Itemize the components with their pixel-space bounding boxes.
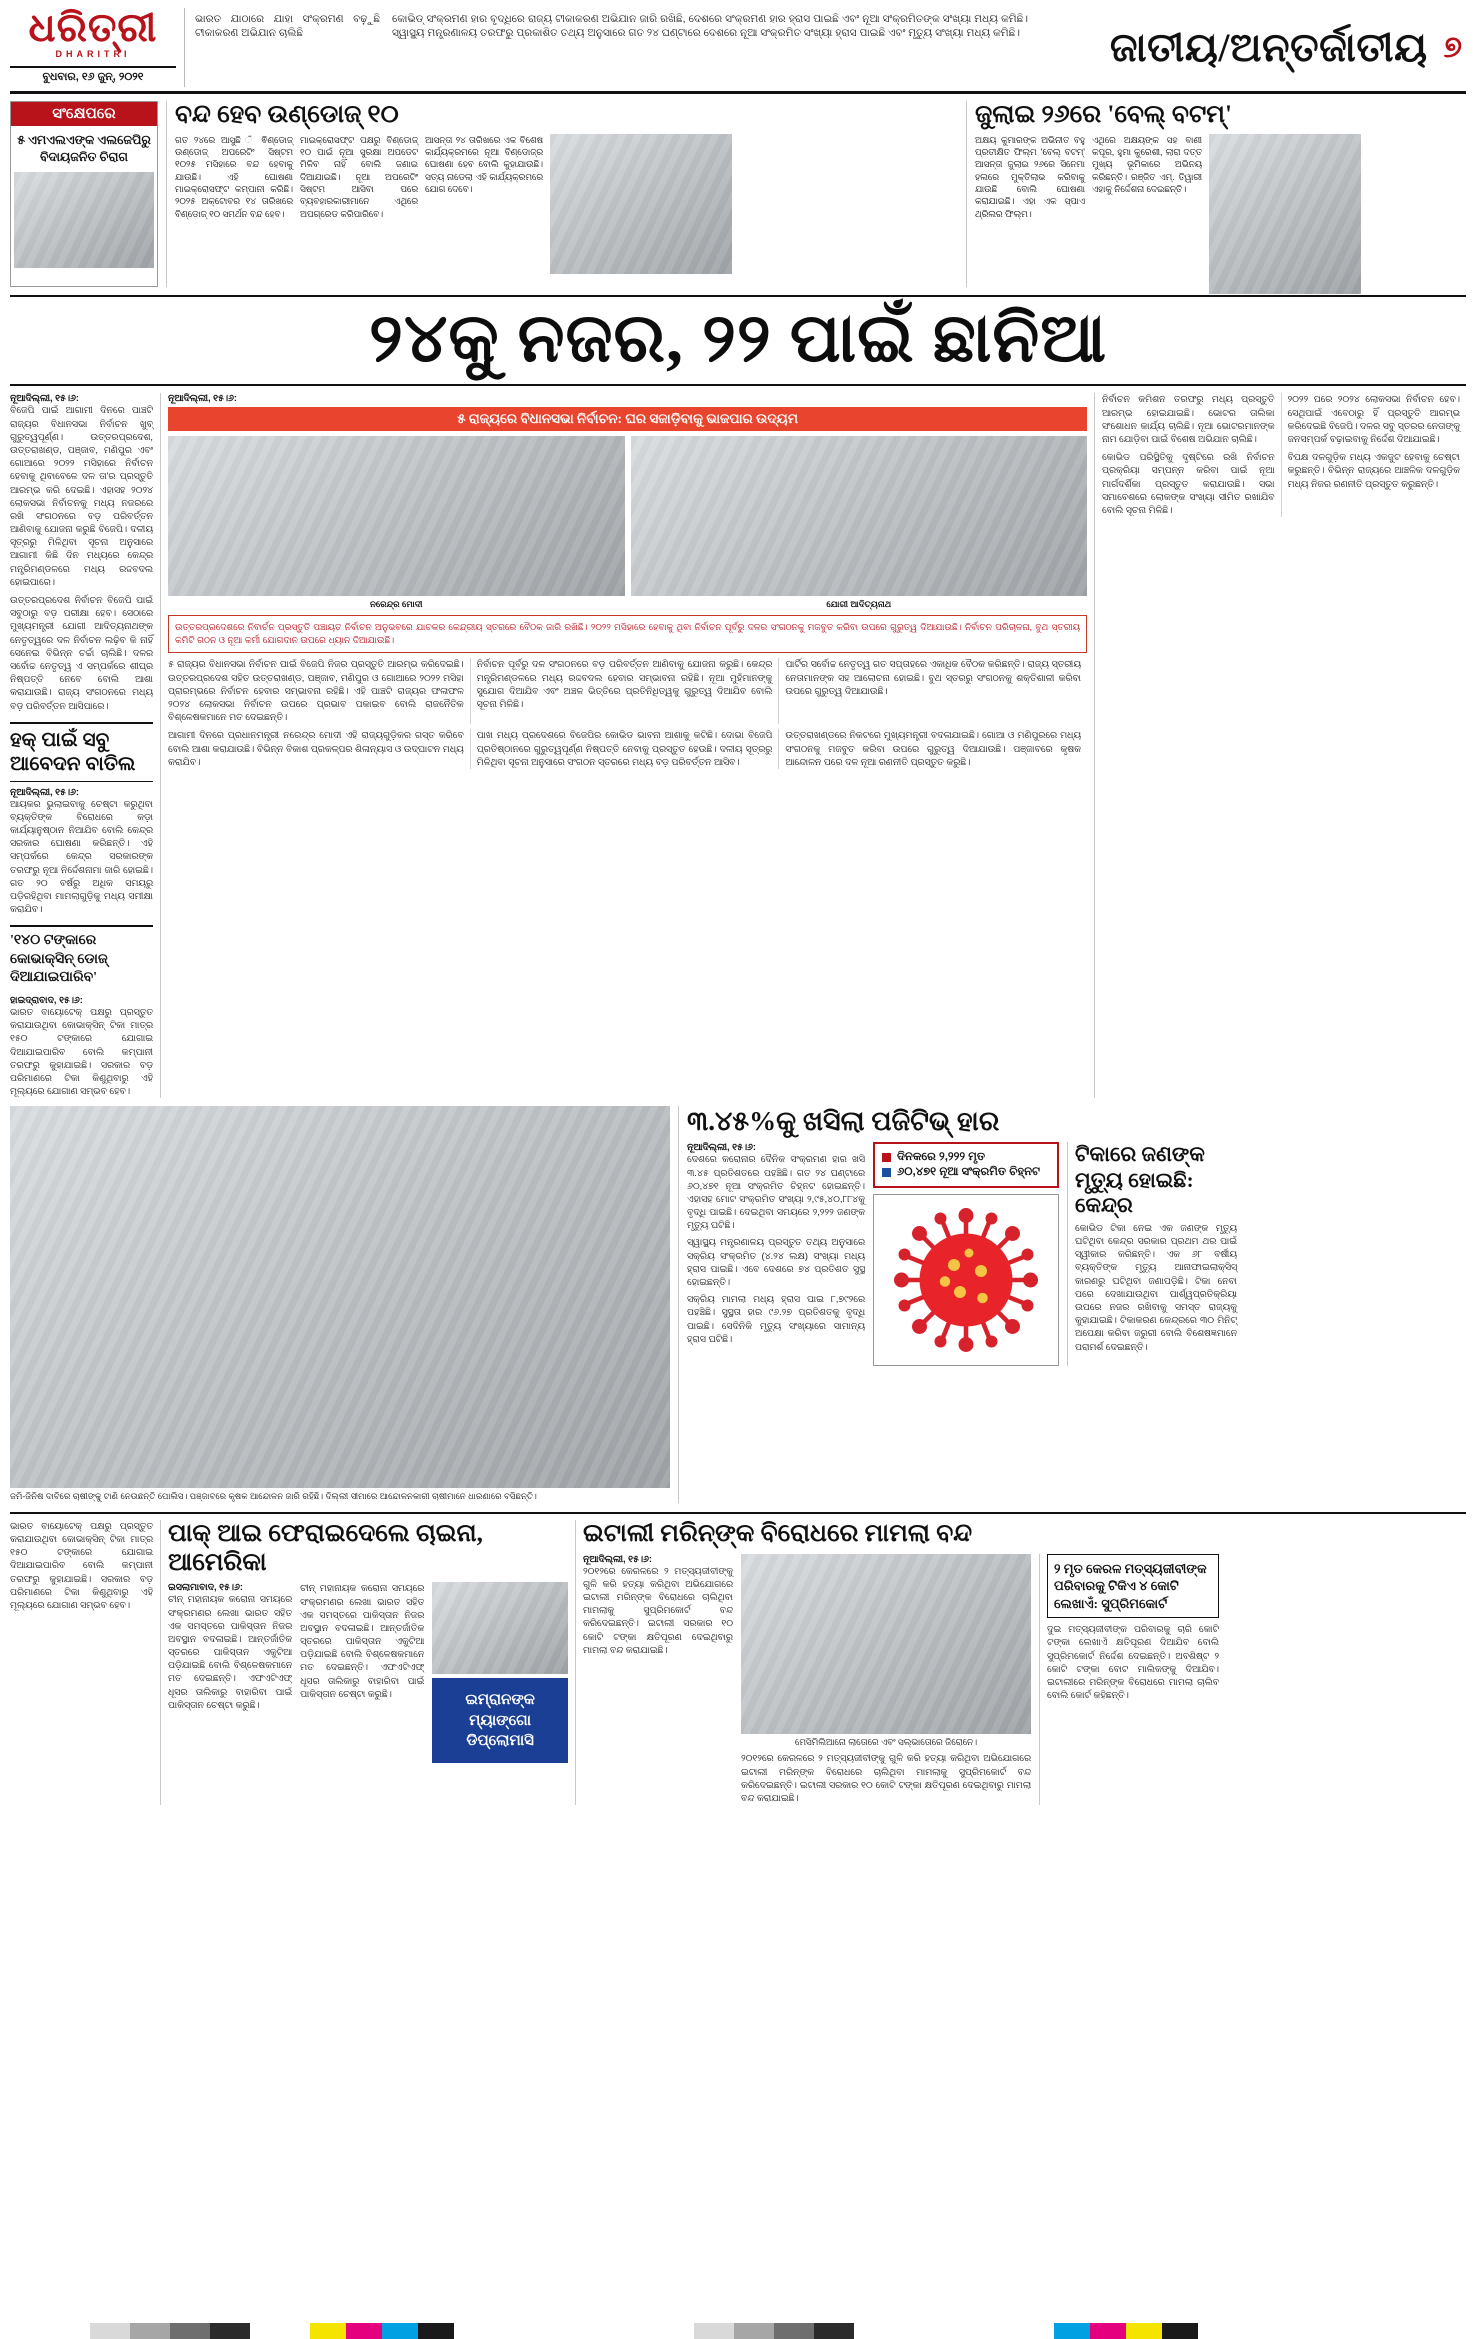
mid-col-6: ଉତ୍ତରାଖଣ୍ଡରେ ନିକଟରେ ମୁଖ୍ୟମନ୍ତ୍ରୀ ବଦଳାଯାଇଛି। ଗୋଆ ଓ ମଣିପୁରରେ ମଧ୍ୟ ସଂଗଠନକୁ ମଜବୁତ କରିବା ଉପରେ ଗୁରୁତ୍ୱ ଦିଆଯାଉଛି। ପଞ୍ଜାବରେ କୃଷକ ଆନ୍ଦୋଳନ ପରେ ଦଳ ନୂଆ ରଣନୀତି ପ୍ରସ୍ତୁତ କରୁଛି। [778, 729, 1087, 769]
right-text-columns [1102, 393, 1466, 517]
logo-name: ଧରିତ୍ରୀ [28, 5, 158, 50]
right-col-4: ବିପକ୍ଷ ଦଳଗୁଡ଼ିକ ମଧ୍ୟ ଏକଜୁଟ ହେବାକୁ ଚେଷ୍ଟା କରୁଛନ୍ତି। ବିଭିନ୍ନ ରାଜ୍ୟରେ ଆଞ୍ଚଳିକ ଦଳଗୁଡ଼ିକ ମଧ୍ୟ ନିଜର ରଣନୀତି ପ୍ରସ୍ତୁତ କରୁଛନ୍ତି। [1287, 452, 1460, 489]
mid-photo-pair [168, 436, 1087, 596]
mid-col-4: ଆଗାମୀ ଦିନରେ ପ୍ରଧାନମନ୍ତ୍ରୀ ନରେନ୍ଦ୍ର ମୋଦୀ ଏହି ରାଜ୍ୟଗୁଡ଼ିକର ଗସ୍ତ କରିବେ ବୋଲି ଆଶା କରାଯାଉଛି। ବିଭିନ୍ନ ବିକାଶ ପ୍ରକଳ୍ପର ଶିଳାନ୍ୟାସ ଓ ଉଦ୍‌ଘାଟନ ମଧ୍ୟ କରାଯିବ। [168, 730, 464, 767]
left-quote-title: '୧୪୦ ଟଙ୍କାରେ କୋଭାକ୍ସିନ୍‌ ଡୋଜ୍‌ ଦିଆଯାଇପାରିବ' [10, 925, 153, 991]
middle-column [160, 393, 1094, 1098]
page-number: ୭ [1443, 30, 1462, 64]
italy-marines-photo [741, 1554, 1031, 1734]
top-story-headline: ବନ୍ଦ ହେବ ଉଣ୍ଡୋଜ୍‌ ୧୦ [175, 101, 399, 128]
banner-headline: ୨୪କୁ ନଜର, ୨୨ ପାଇଁ ଛାନିଆ [368, 300, 1108, 376]
italy-col-1 [583, 1554, 733, 1806]
mid-col-2: ନିର୍ବାଚନ ପୂର୍ବରୁ ଦଳ ସଂଗଠନରେ ବଡ଼ ପରିବର୍ତ୍ତନ ଆଣିବାକୁ ଯୋଜନା କରୁଛି। କେନ୍ଦ୍ର ମନ୍ତ୍ରିମଣ୍ଡଳରେ ମଧ୍ୟ ରଦ୍ଦବଦଲ ହେବାର ସମ୍ଭାବନା ରହିଛି। ନୂଆ ମୁହଁମାନଙ୍କୁ ସୁଯୋଗ ଦିଆଯିବ ଏବଂ ଅଞ୍ଚଳ ଭିତ୍ତିରେ ପ୍ରତିନିଧିତ୍ୱକୁ ଗୁରୁତ୍ୱ ଦିଆଯିବ ବୋଲି ସୂଚନା ମିଳିଛି। [470, 658, 779, 724]
left-dateline: ନୂଆଦିଲ୍ଲୀ, ୧୫।୬: [10, 393, 79, 404]
kerala-box-body: ଦୁଇ ମତ୍ସ୍ୟଜୀବୀଙ୍କ ପରିବାରକୁ ଚାରି କୋଟି ଟଙ୍କା ଲେଖାଏଁ କ୍ଷତିପୂରଣ ଦିଆଯିବ ବୋଲି ସୁପ୍ରିମକୋର୍ଟ ନିର୍ଦ୍ଦେଶ ଦେଇଛନ୍ତି। ଅବଶିଷ୍ଟ ୨ କୋଟି ଟଙ୍କା ବୋଟ ମାଲିକଙ୍କୁ ଦିଆଯିବ। ଇଟାଲୀରେ ମରିନ୍‌ଙ୍କ ବିରୋଧରେ ମାମଲା ଚାଲିବ ବୋଲି କୋର୍ଟ କହିଛନ୍ତି। [1047, 1624, 1219, 1701]
pak-body-1: ଚୀନ୍‌ ମହାନାୟକ କରୋନା ସମୟରେ ସଂକ୍ରମଣର ଲେଖା ଭାରତ ସହିତ ଏକ ସମସ୍ତରେ ପାକିସ୍ତାନ ନିଜର ଅବସ୍ଥାନ ବଦଳାଇଛି। ଆନ୍ତର୍ଜାତିକ ସ୍ତରରେ ପାକିସ୍ତାନ ଏକୁଟିଆ ପଡ଼ିଯାଇଛି ବୋଲି ବିଶ୍ଳେଷକମାନେ ମତ ଦେଇଛନ୍ତି। ଏଫଏଟିଏଫ୍‌ ଧୂସର ତାଲିକାରୁ ବାହାରିବା ପାଇଁ ପାକିସ୍ତାନ ଚେଷ୍ଟା କରୁଛି। [168, 1594, 293, 1710]
highlight-box: ଉତ୍ତରପ୍ରଦେଶରେ ନିବାର୍ଚନ ପ୍ରସ୍ତୁତି ପଞ୍ଚାୟତ ନିର୍ବାଚନ ଅନୁଭବରେ ଯାଚକର କେନ୍ଦ୍ରୀୟ ସ୍ତରରେ ବୈଠକ ଜାରି ରଖିଛି। ୨୦୨୨ ମସିହାରେ ହେବାକୁ ଥିବା ନିର୍ବାଚନ ପୂର୍ବରୁ ଦଳର ସଂଗଠନକୁ ମଜବୁତ କରିବା ଉପରେ ଗୁରୁତ୍ୱ ଦିଆଯାଉଛି। ନିର୍ବାଚନ ପରିଚାଳନା, ବୁଥ ସ୍ତରୀୟ କମିଟି ଗଠନ ଓ ନୂଆ କର୍ମୀ ଯୋଗଦାନ ଉପରେ ଧ୍ୟାନ ଦିଆଯାଉଛି। [168, 615, 1087, 653]
big-photo-caption: ଜମି-ଜିନିଷ ଦାବିରେ ଚାଷୀଙ୍କୁ ଟାଣି ନେଉଛନ୍ତି ପୋଲିସ। ପଞ୍ଜାବରେ କୃଷକ ଆନ୍ଦୋଳନ ଜାରି ରହିଛି। ଦିଲ୍ଲୀ ସୀମାରେ ଆନ୍ଦୋଳନକାରୀ ଚାଷୀମାନେ ଧାରଣାରେ ବସିଛନ୍ତି। [10, 1491, 537, 1502]
mid-dateline: ନୂଆଦିଲ୍ଲୀ, ୧୫।୬: [168, 393, 237, 404]
issue-date: ବୁଧବାର, ୧୬ ଜୁନ୍‌, ୨୦୨୧ [10, 66, 176, 84]
caption-yogi: ଯୋଗୀ ଆଦିତ୍ୟନାଥ [826, 599, 892, 610]
logo-roman: DHARITRI [55, 49, 131, 59]
story-col: ଗତ ୨୪ରେ ଆସୁଛି ଁ ଵିଣ୍ଡୋଜ୍‌ ଉଣ୍ଡୋଜ୍‌ ଅପରେଟିଂ ସିଷ୍ଟମ ୧୦୨୫ ମସିହାରେ ବନ୍ଦ ହେବାକୁ ଯାଉଛି। ଏହି ଘୋଷଣା ମାଇକ୍ରୋସଫ୍ଟ କମ୍ପାନୀ କରିଛି। ୨୦୨୫ ଅକ୍ଟୋବର ୧୪ ତାରିଖରେ ବିଣ୍ଡୋଜ୍‌ ୧୦ ସମର୍ଥନ ବନ୍ଦ ହେବ। [175, 134, 293, 219]
story-col: ଏଥିରେ ଅକ୍ଷୟଙ୍କ ସହ ବାଣୀ କପୂର, ହୁମା କୁରେଶୀ, ଲାରା ଦତ୍ତ ମୁଖ୍ୟ ଭୂମିକାରେ ଅଭିନୟ କରିଛନ୍ତି। ରଞ୍ଜିତ ଏମ୍‌. ତିୱାରୀ ଏହାକୁ ନିର୍ଦ୍ଦେଶନା ଦେଇଛନ୍ତି। [1092, 134, 1202, 194]
italy-marines-story [575, 1520, 1466, 1805]
bottom-left-filler [10, 1520, 160, 1805]
pak-body-2: ଚୀନ୍‌ ମହାନାୟକ କରୋନା ସମୟରେ ସଂକ୍ରମଣର ଲେଖା ଭାରତ ସହିତ ଏକ ସମସ୍ତରେ ପାକିସ୍ତାନ ନିଜର ଅବସ୍ଥାନ ବଦଳାଇଛି। ଆନ୍ତର୍ଜାତିକ ସ୍ତରରେ ପାକିସ୍ତାନ ଏକୁଟିଆ ପଡ଼ିଯାଇଛି ବୋଲି ବିଶ୍ଳେଷକମାନେ ମତ ଦେଇଛନ୍ତି। ଏଫଏଟିଏଫ୍‌ ଧୂସର ତାଲିକାରୁ ବାହାରିବା ପାଇଁ ପାକିସ୍ତାନ ଚେଷ୍ଟା କରୁଛି। [300, 1583, 425, 1699]
bullet-square-icon [882, 1153, 891, 1162]
covid-section [678, 1106, 1466, 1503]
mid-text-columns-2 [168, 729, 1087, 769]
newspaper-logo [10, 5, 185, 87]
left-lead-1: ବିଜେପି ପାଇଁ ଆଗାମୀ ଦିନରେ ପାଞ୍ଚଟି ରାଜ୍ୟର ବିଧାନସଭା ନିର୍ବାଚନ ଖୁବ୍‌ ଗୁରୁତ୍ୱପୂର୍ଣ୍ଣ। ଉତ୍ତରପ୍ରଦେଶ, ଉତ୍ତରାଖଣ୍ଡ, ପଞ୍ଜାବ, ମଣିପୁର ଏବଂ ଗୋଆରେ ୨୦୨୨ ମସିହାରେ ନିର୍ବାଚନ ହେବାକୁ ଥିବାବେଳେ ଦଳ ତା'ର ପ୍ରସ୍ତୁତି ଆରମ୍ଭ କରି ଦେଇଛି। ଏହାସହ ୨୦୨୪ ଲୋକସଭା ନିର୍ବାଚନକୁ ମଧ୍ୟ ନଜରରେ ରଖି ସଂଗଠନରେ ବଡ଼ ପରିବର୍ତ୍ତନ ଆଣିବାକୁ ଯୋଜନା କରୁଛି ବିଜେପି। ଦଳୀୟ ସୂତ୍ରରୁ ମିଳିଥିବା ସୂଚନା ଅନୁସାରେ ଆଗାମୀ କିଛି ଦିନ ମଧ୍ୟରେ କେନ୍ଦ୍ର ମନ୍ତ୍ରିମଣ୍ଡଳରେ ମଧ୍ୟ ରଦ୍ଦବଦଲ ହୋଇପାରେ। [10, 405, 153, 587]
mid-section-band: ୫ ରାଜ୍ୟରେ ବିଧାନସଭା ନିର୍ବାଚନ: ଘର ସଜାଡ଼ିବାକୁ ଭାଜପାର ଉଦ୍ୟମ [168, 407, 1087, 431]
right-col-2: କୋଭିଡ ପରିସ୍ଥିତିକୁ ଦୃଷ୍ଟିରେ ରଖି ନିର୍ବାଚନ ପ୍ରକ୍ରିୟା ସମ୍ପନ୍ନ କରିବା ପାଇଁ ନୂଆ ମାର୍ଗଦର୍ଶିକା ପ୍ରସ୍ତୁତ କରାଯାଉଛି। ସଭା ସମାବେଶରେ ଲୋକଙ୍କ ସଂଖ୍ୟା ସୀମିତ ରଖାଯିବ ବୋଲି ସୂଚନା ମିଳିଛି। [1102, 452, 1275, 515]
police-farmers-photo [10, 1106, 670, 1488]
brief-box [10, 101, 158, 287]
akshay-kumar-photo [1209, 134, 1361, 294]
brief-photo [14, 172, 154, 268]
section-title: ଜାତୀୟ/ଅନ୍ତର୍ଜାତୀୟ [1109, 25, 1428, 70]
kerala-box-headline: ୨ ମୃତ କେରଳ ମତ୍ସ୍ୟଜୀବୀଙ୍କ ପରିବାରକୁ ଟିକିଏ ୪ କୋଟି ଲେଖାଏଁ: ସୁପ୍ରିମକୋର୍ଟ [1047, 1554, 1219, 1619]
blurb-mid: କୋଭିଡ୍‌ ସଂକ୍ରମଣ ହାର ବୃଦ୍ଧିରେ ରାଜ୍ୟ ଟୀକାକରଣ ଅଭିଯାନ ଜାରି ରଖିଛି, ଦେଶରେ ସଂକ୍ରମଣ ହାର ହ୍ରାସ ପାଇଛି ଏବଂ ନୂଆ ସଂକ୍ରମିତଙ୍କ ସଂଖ୍ୟା ମଧ୍ୟ କମିଛି। ସ୍ୱାସ୍ଥ୍ୟ ମନ୍ତ୍ରଣାଳୟ ତରଫରୁ ପ୍ରକାଶିତ ତଥ୍ୟ ଅନୁସାରେ ଗତ ୨୪ ଘଣ୍ଟାରେ ଦେଶରେ ନୂଆ ସଂକ୍ରମିତ ସଂଖ୍ୟା ହ୍ରାସ ପାଇଛି ଏବଂ ମୃତ୍ୟୁ ସଂଖ୍ୟା ମଧ୍ୟ କମିଛି। [392, 13, 1028, 40]
pak-col-1 [168, 1582, 292, 1763]
left-column [10, 393, 160, 1098]
big-photo-block [10, 1106, 670, 1503]
top-story-headline: ଜୁଲାଇ ୨୬ରେ 'ବେଲ୍‌ ବଟମ୍‌' [975, 101, 1232, 128]
mid-col-3: ପାର୍ଟିର ସର୍ବୋଚ୍ଚ ନେତୃତ୍ୱ ଗତ ସପ୍ତାହରେ ଏକାଧିକ ବୈଠକ କରିଛନ୍ତି। ରାଜ୍ୟ ସ୍ତରୀୟ ନେତାମାନଙ୍କ ସହ ଆଲୋଚନା ହୋଇଛି। ବୁଥ ସ୍ତରରୁ ସଂଗଠନକୁ ଶକ୍ତିଶାଳୀ କରିବା ଉପରେ ଗୁରୁତ୍ୱ ଦିଆଯାଉଛି। [778, 658, 1087, 724]
mid-photo-captions [168, 599, 1087, 610]
vaccine-death-headline: ଟିକାରେ ଜଣଙ୍କ ମୃତ୍ୟୁ ହୋଇଛି: କେନ୍ଦ୍ର [1075, 1142, 1205, 1217]
yogi-photo [631, 436, 1088, 596]
microsoft-photo [550, 134, 732, 274]
italy-body-1: ୨୦୧୨ରେ କେରଳରେ ୨ ମତ୍ସ୍ୟଜୀବୀଙ୍କୁ ଗୁଳି କରି ହତ୍ୟା କରିଥିବା ଅଭିଯୋଗରେ ଇଟାଲୀ ମରିନ୍‌ଙ୍କ ବିରୋଧରେ ଚାଲିଥିବା ମାମଲାକୁ ସୁପ୍ରିମକୋର୍ଟ ବନ୍ଦ କରିଦେଇଛନ୍ତି। ଇଟାଲୀ ସରକାର ୧୦ କୋଟି ଟଙ୍କା କ୍ଷତିପୂରଣ ଦେଇଥିବାରୁ ମାମଲା ବନ୍ଦ କରାଯାଇଛି। [583, 1565, 733, 1655]
italy-photo-col [741, 1554, 1031, 1806]
masthead-right [1036, 8, 1466, 87]
left-quote-dateline: ହାଇଦ୍ରାବାଦ, ୧୫।୬: [10, 994, 83, 1005]
top-story-windows [166, 101, 958, 287]
italy-body-2: ୨୦୧୨ରେ କେରଳରେ ୨ ମତ୍ସ୍ୟଜୀବୀଙ୍କୁ ଗୁଳି କରି ହତ୍ୟା କରିଥିବା ଅଭିଯୋଗରେ ଇଟାଲୀ ମରିନ୍‌ଙ୍କ ବିରୋଧରେ ଚାଲିଥିବା ମାମଲାକୁ ସୁପ୍ରିମକୋର୍ଟ ବନ୍ଦ କରିଦେଇଛନ୍ତି। ଇଟାଲୀ ସରକାର ୧୦ କୋଟି ଟଙ୍କା କ୍ଷତିପୂରଣ ଦେଇଥିବାରୁ ମାମଲା ବନ୍ଦ କରାଯାଇଛି। [741, 1753, 1031, 1804]
bullet-square-icon [882, 1168, 891, 1177]
top-strip [10, 101, 1466, 287]
right-column [1094, 393, 1466, 1098]
pakistan-story [160, 1520, 575, 1805]
mango-diplomacy-ad: ଇମ୍ରାନଙ୍କ ମ୍ୟାଙ୍ଗୋ ଡିପ୍ଲୋମାସି [432, 1678, 568, 1763]
left-box1-title: ହକ୍‌ ପାଇଁ ସବୁ ଆବେଦନ ବାତିଲ [10, 722, 153, 782]
pak-ad-col [432, 1582, 568, 1763]
top-story-bellbottom [966, 101, 1466, 287]
covid-dateline: ନୂଆଦିଲ୍ଲୀ, ୧୫।୬: [687, 1142, 756, 1153]
italy-photo-caption: ମେସିମିଲିଆନୋ ଲାତୋରେ ଏବଂ ସଲ୍‌ଭାତୋରେ ଜିରୋନେ। [794, 1736, 978, 1747]
left-box1-body: ଆୟକର ଭୁଲାଇବାକୁ ଚେଷ୍ଟା କରୁଥିବା ବ୍ୟକ୍ତିଙ୍କ ବିରୋଧରେ କଡ଼ା କାର୍ଯ୍ୟାନୁଷ୍ଠାନ ନିଆଯିବ ବୋଲି କେନ୍ଦ୍ର ସରକାର ଘୋଷଣା କରିଛନ୍ତି। ଏହି ସମ୍ପର୍କରେ କେନ୍ଦ୍ର ସରକାରଙ୍କ ତରଫରୁ ନୂଆ ନିର୍ଦ୍ଦେଶନାମା ଜାରି ହୋଇଛି। ଗତ ୨୦ ବର୍ଷରୁ ଅଧିକ ସମୟରୁ ପଡ଼ିରହିଥିବା ମାମଲାଗୁଡ଼ିକୁ ମଧ୍ୟ ସମୀକ୍ଷା କରାଯିବ। [10, 798, 153, 915]
stat-deaths [882, 1151, 1050, 1164]
banner-headline-bar [10, 295, 1466, 386]
italy-headline: ଇଟାଲୀ ମରିନ୍‌ଙ୍କ ବିରୋଧରେ ମାମଲା ବନ୍ଦ [583, 1519, 973, 1547]
vaccine-death-story [1067, 1142, 1237, 1366]
mid-text-columns [168, 658, 1087, 724]
modi-photo [168, 436, 625, 596]
pakistan-headline: ପାକ୍‌ ଆଇ ଫେରାଇଦେଲେ ଚାଇନା, ଆମେରିକା [168, 1519, 483, 1576]
story-col: ଅକ୍ଷୟ କୁମାରଙ୍କ ଅଭିନୀତ ବହୁ ପ୍ରତୀକ୍ଷିତ ଫିଲ୍ମ 'ବେଲ୍‌ ବଟମ୍‌' ଆସନ୍ତା ଜୁଲାଇ ୨୬ରେ ସିନେମା ହଲରେ ମୁକ୍ତିଲାଭ କରିବାକୁ ଯାଉଛି ବୋଲି ଘୋଷଣା କରାଯାଇଛି। ଏହା ଏକ ସ୍ପାଏ ଥ୍ରିଲର ଫିଲ୍ମ। [975, 134, 1085, 219]
covid-body-2: ସ୍ୱାସ୍ଥ୍ୟ ମନ୍ତ୍ରଣାଳୟ ପ୍ରସ୍ତୁତ ତଥ୍ୟ ଅନୁସାରେ ସକ୍ରିୟ ସଂକ୍ରମିତ (୪.୨୪ ଲକ୍ଷ) ସଂଖ୍ୟା ମଧ୍ୟ ହ୍ରାସ ପାଇଛି। ଏବେ ଦେଶରେ ୭୪ ପ୍ରତିଶତ ସୁସ୍ଥ ହୋଇଛନ୍ତି। [687, 1237, 865, 1287]
print-registration-colorbar [0, 2323, 1476, 2339]
masthead-blurb [185, 8, 1036, 87]
covid-body-3: ସକ୍ରିୟ ମାମଲା ମଧ୍ୟ ହ୍ରାସ ପାଇ ୮,୭୯୨ରେ ପହଞ୍ଚିଛି। ସୁସ୍ଥତା ହାର ୯୬.୨୭ ପ୍ରତିଶତକୁ ବୃଦ୍ଧି ପାଇଛି। ସେଦିନିକି ମୃତ୍ୟୁ ସଂଖ୍ୟାରେ ସାମାନ୍ୟ ହ୍ରାସ ଘଟିଛି। [687, 1294, 865, 1344]
covid-stats-col [873, 1142, 1059, 1366]
mid-col-1: ୫ ରାଜ୍ୟର ବିଧାନସଭା ନିର୍ବାଚନ ପାଇଁ ବିଜେପି ନିଜର ପ୍ରସ୍ତୁତି ଆରମ୍ଭ କରିଦେଇଛି। ଉତ୍ତରପ୍ରଦେଶ ସହିତ ଉତ୍ତରାଖଣ୍ଡ, ପଞ୍ଜାବ, ମଣିପୁର ଓ ଗୋଆରେ ୨୦୨୨ ମସିହା ପ୍ରାରମ୍ଭରେ ନିର୍ବାଚନ ହେବାର ସମ୍ଭାବନା ରହିଛି। ଏହି ପାଞ୍ଚଟି ରାଜ୍ୟର ଫଳାଫଳ ୨୦୨୪ ଲୋକସଭା ନିର୍ବାଚନ ଉପରେ ପ୍ରଭାବ ପକାଇବ ବୋଲି ରାଜନୈତିକ ବିଶ୍ଳେଷକମାନେ ମତ ଦେଇଛନ୍ତି। [168, 659, 464, 723]
main-content [10, 393, 1466, 1098]
vaccine-death-body: କୋଭିଡ ଟିକା ନେଇ ଏକ ଜଣଙ୍କ ମୃତ୍ୟୁ ଘଟିଥିବା କେନ୍ଦ୍ର ସରକାର ପ୍ରଥମ ଥର ପାଇଁ ସ୍ୱୀକାର କରିଛନ୍ତି। ଏକ ୬୮ ବର୍ଷୀୟ ବ୍ୟକ୍ତିଙ୍କ ମୃତ୍ୟୁ ଆନାଫାଇଲାକ୍ସିସ୍‌ କାରଣରୁ ଘଟିଥିବା ଜଣାପଡ଼ିଛି। ଟିକା ନେବା ପରେ ଦେଖାଯାଉଥିବା ପାର୍ଶ୍ୱପ୍ରତିକ୍ରିୟା ଉପରେ ନଜର ରଖିବାକୁ ସମସ୍ତ ରାଜ୍ୟକୁ କୁହାଯାଇଛି। ଟିକାକରଣ କେନ୍ଦ୍ରରେ ୩୦ ମିନିଟ୍‌ ଅପେକ୍ଷା କରିବା ଜରୁରୀ ବୋଲି ବିଶେଷଜ୍ଞମାନେ ପରାମର୍ଶ ଦେଇଛନ୍ତି। [1075, 1222, 1237, 1352]
story-col: ମାଇକ୍ରୋସଫ୍ଟ ପକ୍ଷରୁ ବିଣ୍ଡୋଜ୍‌ ୧୦ ପାଇଁ ନୂଆ ସୁରକ୍ଷା ଅପଡେଟ ମିଳିବ ନାହିଁ ବୋଲି ଜଣାଇ ଦିଆଯାଇଛି। ନୂଆ ଅପରେଟିଂ ସିଷ୍ଟମ ଆସିବା ପରେ ବ୍ୟବହାରକାରୀମାନେ ଏଥିରେ ଅପଗ୍ରେଡ କରିପାରିବେ। [300, 134, 418, 219]
pak-dateline: ଇସଲାମାବାଦ, ୧୫।୬: [168, 1582, 243, 1593]
stat-deaths-text: ଦିନକରେ ୨,୨୨୨ ମୃତ [897, 1151, 986, 1164]
masthead [10, 5, 1466, 94]
covid-body-1: ଦେଶରେ କରୋନାର ଦୈନିକ ସଂକ୍ରମଣ ହାର ଖସି ୩.୪୫ ପ୍ରତିଶତରେ ପହଞ୍ଚିଛି। ଗତ ୨୪ ଘଣ୍ଟାରେ ୬୦,୪୭୧ ନୂଆ ସଂକ୍ରମିତ ଚିହ୍ନଟ ହୋଇଛନ୍ତି। ଏହାସହ ମୋଟ ସଂକ୍ରମିତ ସଂଖ୍ୟା ୨,୯୫,୪୦,୮୮୪କୁ ବୃଦ୍ଧି ପାଇଛି। ଦେଇଥିବା ସମୟରେ ୨,୨୨୨ ଜଣଙ୍କ ମୃତ୍ୟୁ ଘଟିଛି। [687, 1154, 865, 1231]
stat-new-cases-text: ୬୦,୪୭୧ ନୂଆ ସଂକ୍ରମିତ ଚିହ୍ନଟ [897, 1166, 1041, 1179]
brief-header: ସଂକ୍ଷେପରେ [11, 102, 157, 126]
covid-left [687, 1142, 865, 1366]
coronavirus-icon [878, 1199, 1054, 1361]
brief-title: ୫ ଏମଏଲଏଙ୍କ ଏଲଜେପିରୁ ବିଦାୟଜନିତ ଚିରାଗ [17, 133, 151, 164]
mango-photo [432, 1582, 568, 1674]
right-col-1: ନିର୍ବାଚନ କମିଶନ ତରଫରୁ ମଧ୍ୟ ପ୍ରସ୍ତୁତି ଆରମ୍ଭ ହୋଇଯାଇଛି। ଭୋଟର ତାଲିକା ସଂଶୋଧନ କାର୍ଯ୍ୟ ଚାଲିଛି। ନୂଆ ଭୋଟରମାନଙ୍କ ନାମ ଯୋଡ଼ିବା ପାଇଁ ବିଶେଷ ଅଭିଯାନ ଚାଲିଛି। [1102, 394, 1275, 444]
left-lead-2: ଉତ୍ତରପ୍ରଦେଶ ନିର୍ବାଚନ ବିଜେପି ପାଇଁ ସବୁଠାରୁ ବଡ଼ ପରୀକ୍ଷା ହେବ। ସେଠାରେ ମୁଖ୍ୟମନ୍ତ୍ରୀ ଯୋଗୀ ଆଦିତ୍ୟନାଥଙ୍କ ନେତୃତ୍ୱରେ ଦଳ ନିର୍ବାଚନ ଲଢ଼ିବ କି ନାହିଁ ସେନେଇ ବିଭିନ୍ନ ଚର୍ଚ୍ଚା ଚାଲିଛି। ଦଳର ସର୍ବୋଚ୍ଚ ନେତୃତ୍ୱ ଏ ସମ୍ପର୍କରେ ଶୀଘ୍ର ନିଷ୍ପତ୍ତି ନେବେ ବୋଲି ଆଶା କରାଯାଉଛି। ରାଜ୍ୟ ସଂଗଠନରେ ମଧ୍ୟ ବଡ଼ ପରିବର୍ତ୍ତନ ଆସିପାରେ। [10, 595, 153, 711]
italy-dateline: ନୂଆଦିଲ୍ଲୀ, ୧୫।୬: [583, 1553, 652, 1564]
stat-new-cases [882, 1166, 1050, 1179]
covid-stats-box [873, 1142, 1059, 1188]
right-col-3: ୨୦୨୨ ପରେ ୨୦୨୪ ଲୋକସଭା ନିର୍ବାଚନ ହେବ। ସେଥିପାଇଁ ଏବେଠାରୁ ହିଁ ପ୍ରସ୍ତୁତି ଆରମ୍ଭ କରିଦେଇଛି ବିଜେପି। ଦଳର ସବୁ ସ୍ତରର ନେତାଙ୍କୁ ଜନସମ୍ପର୍କ ବଢ଼ାଇବାକୁ ନିର୍ଦ୍ଦେଶ ଦିଆଯାଇଛି। [1287, 394, 1460, 444]
story-col: ଆସନ୍ତା ୨୪ ତାରିଖରେ ଏକ ବିଶେଷ କାର୍ଯ୍ୟକ୍ରମରେ ନୂଆ ବିଣ୍ଡୋଜ୍‌ର ଘୋଷଣା ହେବ ବୋଲି କୁହାଯାଉଛି। ସତ୍ୟ ନାଡେଲା ଏହି କାର୍ଯ୍ୟକ୍ରମରେ ଯୋଗ ଦେବେ। [425, 134, 543, 194]
mid-col-5: ପାଖ ମଧ୍ୟ ପ୍ରଦେଶରେ ବିଜେପିର କୋଭିଡ ଭାବନା ଆଶାକୁ କଟିଛି। ଦୋଭା ବିଜେପି ପ୍ରତିଷ୍ଠାନରେ ଗୁରୁତ୍ୱପୂର୍ଣ୍ଣ ନିଷ୍ପତ୍ତି ନେବାକୁ ପ୍ରସ୍ତୁତ ହେଉଛି। ଦଳୀୟ ସୂତ୍ରରୁ ମିଳିଥିବା ସୂଚନା ଅନୁସାରେ ସଂଗଠନ ସ୍ତରରେ ମଧ୍ୟ ବଡ଼ ପରିବର୍ତ୍ତନ ଆସିବ। [470, 729, 779, 769]
virus-graphic-box [873, 1194, 1059, 1366]
caption-modi: ନରେନ୍ଦ୍ର ମୋଦୀ [369, 599, 423, 610]
photo-and-covid-row [10, 1106, 1466, 1503]
blurb-left: ଭାରତ ଯାଠାରେ ଯାହା ସଂକ୍ରମଣ ବଢ଼ୁଛି ଟୀକାକରଣ ଅଭିଯାନ ଚାଲିଛି [195, 13, 380, 40]
left-box1-dateline: ନୂଆଦିଲ୍ଲୀ, ୧୫।୬: [10, 786, 79, 797]
bottom-row [10, 1512, 1466, 1805]
covid-headline: ୩.୪୫%କୁ ଖସିଲା ପଜିଟିଭ୍‌ ହାର [687, 1106, 1000, 1137]
pak-col-2 [300, 1582, 424, 1763]
bottom-left-text: ଭାରତ ବାୟୋଟେକ୍‌ ପକ୍ଷରୁ ପ୍ରସ୍ତୁତ କରାଯାଉଥିବା କୋଭାକ୍ସିନ୍‌ ଟିକା ମାତ୍ର ୧୫୦ ଟଙ୍କାରେ ଯୋଗାଇ ଦିଆଯାଇପାରିବ ବୋଲି କମ୍ପାନୀ ତରଫରୁ କୁହାଯାଇଛି। ସରକାର ବଡ଼ ପରିମାଣରେ ଟିକା କିଣୁଥିବାରୁ ଏହି ମୂଲ୍ୟରେ ଯୋଗାଣ ସମ୍ଭବ ହେବ। [10, 1520, 153, 1610]
left-quote-body: ଭାରତ ବାୟୋଟେକ୍‌ ପକ୍ଷରୁ ପ୍ରସ୍ତୁତ କରାଯାଉଥିବା କୋଭାକ୍ସିନ୍‌ ଟିକା ମାତ୍ର ୧୫୦ ଟଙ୍କାରେ ଯୋଗାଇ ଦିଆଯାଇପାରିବ ବୋଲି କମ୍ପାନୀ ତରଫରୁ କୁହାଯାଇଛି। ସରକାର ବଡ଼ ପରିମାଣରେ ଟିକା କିଣୁଥିବାରୁ ଏହି ମୂଲ୍ୟରେ ଯୋଗାଣ ସମ୍ଭବ ହେବ। [10, 1006, 153, 1097]
kerala-compensation-box [1039, 1554, 1219, 1806]
